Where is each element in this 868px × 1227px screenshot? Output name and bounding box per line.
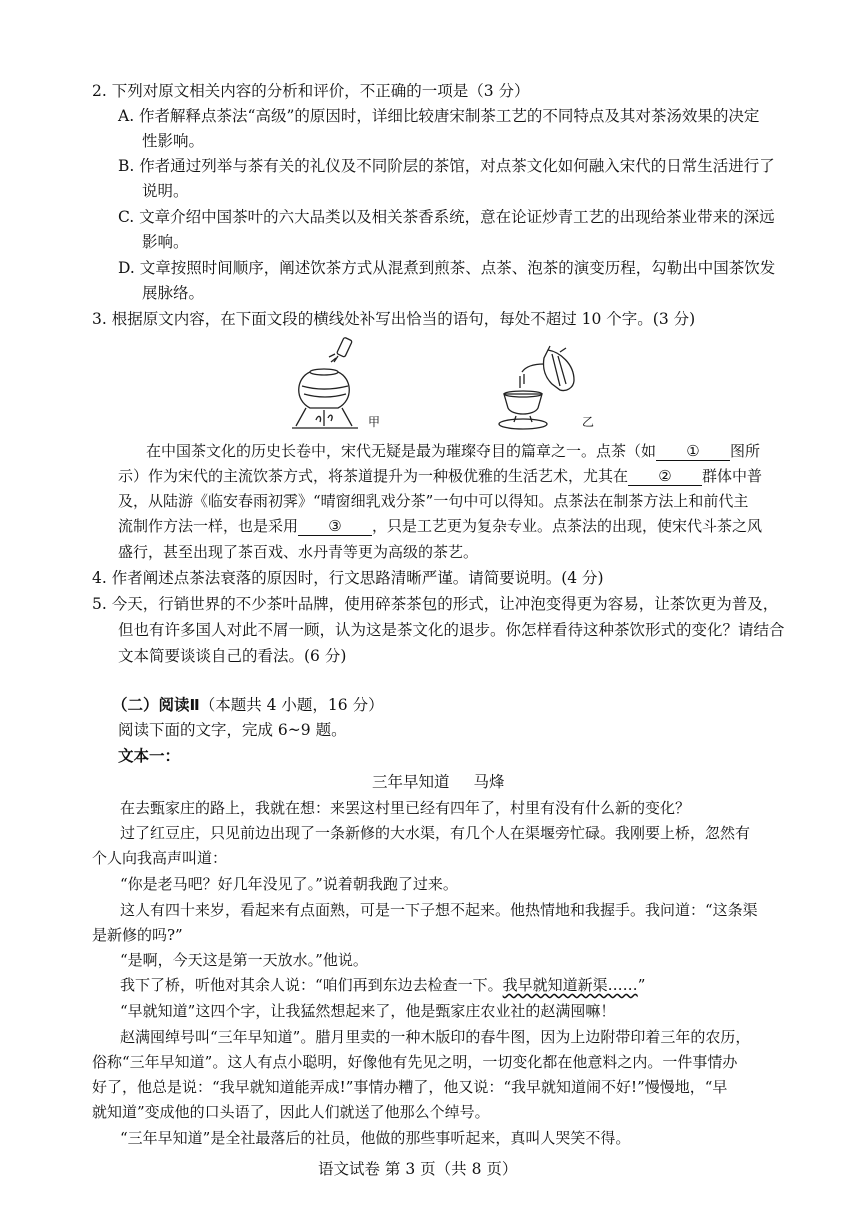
q4-stem: 4. 作者阐述点茶法衰落的原因时，行文思路清晰严谨。请简要说明。(4 分) [92, 569, 604, 587]
story-line-4: “你是老马吧？好几年没见了。”说着朝我跑了过来。 [120, 875, 458, 893]
story-line-2: 过了红豆庄，只见前边出现了一条新修的大水渠，有几个人在渠堰旁忙碌。我刚要上桥，忽然有 [120, 824, 751, 842]
q3-passage-line5: 盛行，甚至出现了茶百戏、水丹青等更为高级的茶艺。 [118, 543, 479, 561]
blank-1: ① [656, 442, 730, 461]
story-heading [372, 771, 505, 793]
story-line-9: “早就知道”这四个字，让我猛然想起来了，他是甄家庄农业社的赵满囤嘛！ [120, 1002, 616, 1020]
tea-pot-illustration-jia [288, 334, 370, 434]
q2-option-c-cont: 影响。 [142, 233, 189, 251]
q2-option-c: C. 文章介绍中国茶叶的六大品类以及相关茶香系统，意在论证炒青工艺的出现给茶业带来的深远 [118, 208, 775, 226]
q3-p2b: 群体中普 [702, 467, 763, 485]
story-line-5: 这人有四十来岁，看起来有点面熟，可是一下子想不起来。他热情地和我握手。我问道：“这条渠 [120, 901, 758, 919]
story-line-1: 在去甄家庄的路上，我就在想：来罢这村里已经有四年了，村里有没有什么新的变化？ [120, 799, 691, 817]
q3-passage-line4 [118, 515, 762, 537]
q3-p1a: 在中国茶文化的历史长卷中，宋代无疑是最为璀璨夺目的篇章之一。点茶（如 [146, 442, 657, 460]
text1-label: 文本一： [118, 747, 181, 765]
story-s6b-underlined: 我早就知道新渠…… [502, 976, 638, 994]
story-title: 三年早知道 [372, 773, 450, 791]
section-2-heading [112, 694, 384, 716]
story-line-12: 好了，他总是说：“我早就知道能弄成!”事情办糟了，他又说：“我早就知道闹不好!”慢慢地，“早 [92, 1078, 728, 1096]
q3-p2a: 示）作为宋代的主流饮茶方式，将茶道提升为一种极优雅的生活艺术，尤其在 [118, 467, 629, 485]
q3-passage-line1 [146, 440, 760, 462]
story-author: 马烽 [473, 773, 505, 791]
q3-p4b: ，只是工艺更为复杂专业。点茶法的出现，使宋代斗茶之风 [372, 517, 763, 535]
section-2-title: （二）阅读Ⅱ [112, 696, 200, 714]
q5-line2: 但也有许多国人对此不屑一顾，认为这是茶文化的退步。你怎样看待这种茶饮形式的变化？请结合 [118, 621, 785, 639]
caption-yi: 乙 [582, 415, 595, 429]
q2-option-d-cont: 展脉络。 [142, 284, 205, 302]
q2-option-d: D. 文章按照时间顺序，阐述饮茶方式从混煮到煎茶、点茶、泡茶的演变历程，勾勒出中国茶饮发 [118, 259, 776, 277]
q2-option-b: B. 作者通过列举与茶有关的礼仪及不同阶层的茶馆，对点茶文化如何融入宋代的日常生活进行了 [118, 157, 775, 175]
q5-line3: 文本简要谈谈自己的看法。(6 分) [118, 647, 347, 665]
story-line-13: 就知道”变成他的口头语了，因此人们就送了他那么个绰号。 [92, 1103, 490, 1121]
story-line-11: 俗称“三年早知道”。这人有点小聪明，好像他有先见之明，一切变化都在他意料之内。一件事情办 [92, 1053, 738, 1071]
section-2-instruction: 阅读下面的文字，完成 6~9 题。 [118, 721, 347, 739]
story-line-8 [120, 974, 645, 996]
story-line-7: “是啊，今天这是第一天放水。”他说。 [120, 951, 368, 969]
q3-passage-line3: 及，从陆游《临安春雨初霁》“晴窗细乳戏分茶”一句中可以得知。点茶法在制茶方法上和前代主 [118, 492, 749, 510]
page-footer: 语文试卷 第 3 页（共 8 页） [318, 1160, 518, 1178]
q3-p4a: 流制作方法一样，也是采用 [118, 517, 299, 535]
story-line-6: 是新修的吗?” [92, 926, 183, 944]
q5-line1: 5. 今天，行销世界的不少茶叶品牌，使用碎茶茶包的形式，让冲泡变得更为容易，让茶饮更为普及， [92, 595, 779, 613]
blank-3: ③ [298, 517, 372, 536]
story-s6c: ” [637, 976, 646, 994]
q3-stem: 3. 根据原文内容，在下面文段的横线处补写出恰当的语句，每处不超过 10 个字。(3 分) [92, 310, 696, 328]
q2-option-a: A. 作者解释点茶法“高级”的原因时，详细比较唐宋制茶工艺的不同特点及其对茶汤效果的决定 [118, 107, 760, 125]
section-2-note: （本题共 4 小题，16 分） [199, 696, 384, 714]
story-s6a: 我下了桥，听他对其余人说：“咱们再到东边去检查一下。 [120, 976, 503, 994]
story-line-10: 赵满囤绰号叫“三年早知道”。腊月里卖的一种木版印的春牛图，因为上边附带印着三年的农历， [120, 1028, 751, 1046]
q3-p1b: 图所 [730, 442, 761, 460]
story-line-3: 个人向我高声叫道： [92, 849, 228, 867]
q2-stem: 2. 下列对原文相关内容的分析和评价，不正确的一项是（3 分） [92, 82, 530, 100]
q3-passage-line2 [118, 465, 762, 487]
caption-jia: 甲 [368, 415, 381, 429]
q2-option-a-cont: 性影响。 [142, 132, 205, 150]
q2-option-b-cont: 说明。 [142, 182, 189, 200]
tea-ewer-illustration-yi [490, 344, 582, 436]
blank-2: ② [628, 467, 702, 486]
story-line-14: “三年早知道”是全社最落后的社员，他做的那些事听起来，真叫人哭笑不得。 [120, 1129, 631, 1147]
